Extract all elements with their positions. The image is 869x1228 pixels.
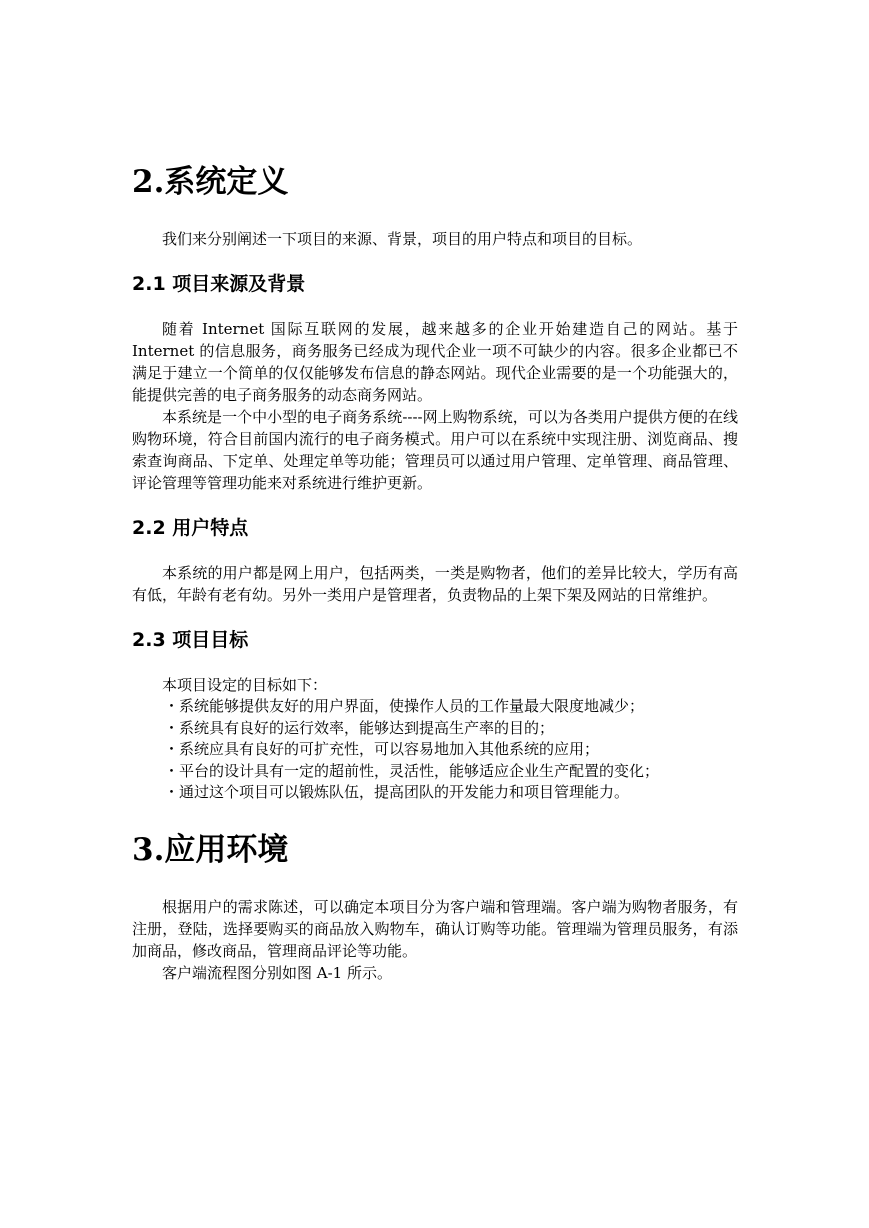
heading-user-characteristics: 2.2 用户特点 <box>132 517 249 539</box>
paragraph-user-characteristics: 本系统的用户都是网上用户，包括两类，一类是购物者，他们的差异比较大，学历有高有低，年龄有老有幼。另外一类用户是管理者，负责物品的上架下架及网站的日常维护。 <box>132 564 738 604</box>
paragraph-environment-2: 客户端流程图分别如图 A-1 所示。 <box>162 963 392 982</box>
heading-system-definition: 2.系统定义 <box>132 164 289 200</box>
goal-item: ・平台的设计具有一定的超前性，灵活性，能够适应企业生产配置的变化； <box>164 761 660 780</box>
goal-item: ・系统具有良好的运行效率，能够达到提高生产率的目的； <box>164 718 555 737</box>
paragraph-environment-1: 根据用户的需求陈述，可以确定本项目分为客户端和管理端。客户端为购物者服务，有注册，登陆，选择要购买的商品放入购物车，确认订购等功能。管理端为管理员服务，有添加商品，修改商品，管理商品评论等功能。 <box>132 897 738 960</box>
intro-paragraph: 我们来分别阐述一下项目的来源、背景，项目的用户特点和项目的目标。 <box>162 230 643 248</box>
goal-item: ・系统应具有良好的可扩充性，可以容易地加入其他系统的应用； <box>164 740 600 758</box>
heading-application-environment: 3.应用环境 <box>132 831 289 868</box>
goals-list <box>132 696 738 804</box>
goal-item: ・通过这个项目可以锻炼队伍，提高团队的开发能力和项目管理能力。 <box>164 783 630 801</box>
goals-intro: 本项目设定的目标如下： <box>162 676 328 694</box>
paragraph-background-1: 随着 Internet 国际互联网的发展，越来越多的企业开始建造自己的网站。基于 Internet 的信息服务，商务服务已经成为现代企业一项不可缺少的内容。很多企业都已不满足于建立一个简单的仅仅能够发布信息的静态网站。现代企业需要的是一个功能强大的，能提供完善的电子商务服务的动态商务网站。 <box>132 320 738 404</box>
heading-project-background: 2.1 项目来源及背景 <box>132 273 306 295</box>
heading-project-goals: 2.3 项目目标 <box>132 629 249 651</box>
document-content <box>132 150 738 984</box>
goal-item: ・系统能够提供友好的用户界面，使操作人员的工作量最大限度地减少； <box>164 697 645 715</box>
paragraph-background-2: 本系统是一个中小型的电子商务系统----网上购物系统，可以为各类用户提供方便的在线购物环境，符合目前国内流行的电子商务模式。用户可以在系统中实现注册、浏览商品、搜索查询商品、下定单、处理定单等功能；管理员可以通过用户管理、定单管理、商品管理、评论管理等管理功能来对系统进行维护更新。 <box>132 408 738 492</box>
